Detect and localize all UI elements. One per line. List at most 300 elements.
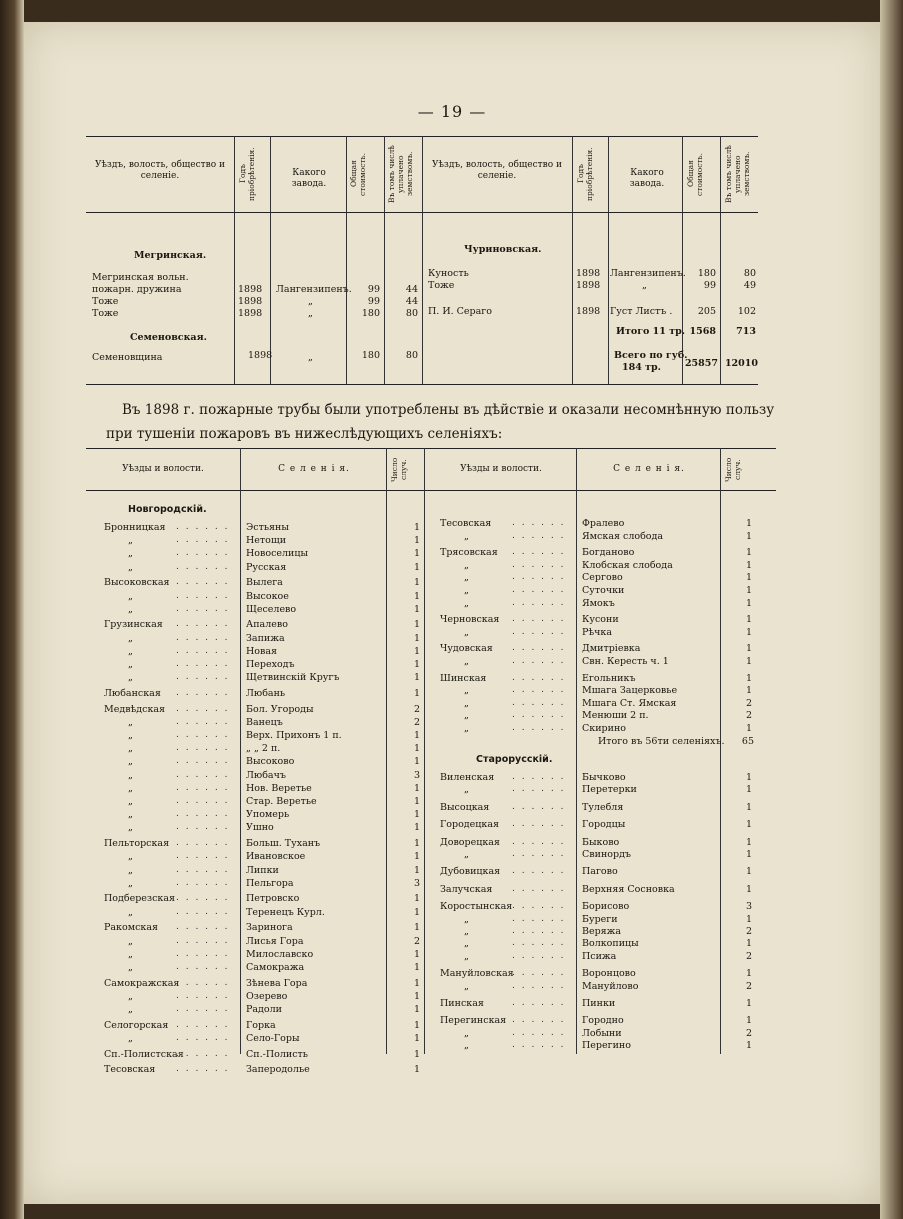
leader-dots: . . . . . . [512,980,566,991]
district-cell: „ [128,906,133,918]
district-cell: „ [128,877,133,889]
t1-header-factory: Какого завода. [291,168,327,189]
district-cell: Ракомская [104,922,159,934]
leader-dots: . . . . . . [176,977,230,988]
count-cell: 2 [745,710,752,722]
district-cell: „ [464,585,469,596]
district-cell: „ [464,980,469,992]
count-cell: 1 [413,893,420,905]
count-cell: 1 [413,948,420,960]
village-cell: Высоково [246,756,295,768]
district-cell: „ [128,769,133,781]
t1-total-zemstvo: 713 [736,326,756,337]
district-cell: „ [464,784,469,796]
leader-dots: . . . . . . [176,769,230,780]
village-cell: Перетерки [582,784,637,796]
district-cell: „ [128,672,133,684]
count-cell: 1 [413,977,420,989]
leader-dots: . . . . . . [176,864,230,875]
district-cell: „ [128,948,133,960]
t2-col-line [386,448,387,1054]
t2-col-line [720,448,721,1054]
district-cell: „ [128,822,133,834]
district-cell: „ [128,864,133,876]
count-cell: 1 [745,1040,752,1052]
t1-header-factory-r: Какого завода. [629,168,665,189]
village-cell: Клобская слобода [582,559,673,571]
t1-grand-total-zemstvo: 12010 [724,358,758,369]
table2-header-rule [86,490,776,491]
t1-grand-total-label: Всего по губ. [614,350,688,361]
leader-dots: . . . . . . [512,784,566,795]
district-cell: „ [464,938,469,950]
count-cell: 2 [413,935,420,947]
district-cell: Сп.-Полистская [104,1048,184,1060]
village-cell: Милославско [246,948,314,960]
village-cell: Стар. Веретье [246,796,317,807]
village-cell: Богданово [582,547,635,559]
leader-dots: . . . . . . [176,1004,230,1014]
count-cell: 1 [745,968,752,980]
t2-right-total-label: Итого въ 56ти селеніяхъ. [598,736,725,747]
village-cell: Село-Горы [246,1032,300,1044]
village-cell: Пагово [582,866,618,878]
page-number: — 19 — [417,102,487,121]
village-cell: Лобыни [582,1027,622,1039]
leader-dots: . . . . . . [512,1027,566,1038]
t1-row-factory: Лангензипенъ. [276,284,352,295]
village-cell: Новоселицы [246,548,309,560]
village-cell: Упомерь [246,809,290,821]
village-cell: Озерево [246,990,288,1002]
count-cell: 1 [413,687,420,699]
t1-group-title: Семеновская. [130,332,207,343]
t1-header-year-r: Годъ пріобрѣтенія. [576,147,594,201]
count-cell: 1 [745,772,752,783]
count-cell: 1 [413,535,420,547]
count-cell: 1 [745,614,752,626]
village-cell: Перегино [582,1040,631,1052]
count-cell: 1 [745,938,752,950]
t1-row-factory: „ [308,296,313,307]
leader-dots: . . . . . . [512,772,566,782]
district-cell: „ [128,961,133,973]
count-cell: 1 [745,547,752,559]
count-cell: 2 [745,980,752,992]
village-cell: Русская [246,561,287,573]
village-cell: Заринога [246,922,293,934]
leader-dots: . . . . . . [512,697,566,708]
village-cell: Лисья Гора [246,935,304,947]
t1-col-line [572,136,573,384]
village-cell: Сп.-Полисть [246,1048,308,1060]
t1-header-zemstvo: Въ томъ числѣ уплачено земствомъ. [387,145,414,203]
district-cell: „ [464,572,469,584]
leader-dots: . . . . . . [176,935,230,946]
t1-row-factory: Густ Листъ . [610,306,673,317]
village-cell: Ямокъ [582,597,615,609]
village-cell: Сергово [582,572,623,584]
count-cell: 1 [413,922,420,934]
leader-dots: . . . . . . [176,756,230,767]
intro-paragraph: Въ 1898 г. пожарные трубы были употреблены въ дѣйствіе и оказали несомнѣнную пользу при тушеніи пожаровъ въ нижеслѣдующихъ селеніяхъ: [106,402,775,442]
t1-row-year: 1898 [576,280,601,291]
count-cell: 1 [413,672,420,684]
count-cell: 1 [745,572,752,584]
village-cell: Высокое [246,590,289,602]
district-cell: Высоцкая [440,801,490,813]
leader-dots: . . . . . . [512,801,566,812]
village-cell: Щеселево [246,603,297,615]
village-cell: Запижа [246,632,285,644]
village-cell: Мшага Ст. Ямская [582,697,677,709]
village-cell: Егольникъ [582,672,636,684]
t1-col-line [608,136,609,384]
district-cell: „ [128,990,133,1002]
leader-dots: . . . . . . [512,926,566,936]
count-cell: 1 [745,530,752,542]
village-cell: Апалево [246,619,288,631]
district-cell: Перегинская [440,1015,507,1027]
count-cell: 1 [745,819,752,831]
district-cell: „ [464,710,469,722]
leader-dots: . . . . . . [512,597,566,608]
count-cell: 1 [413,619,420,631]
count-cell: 1 [413,659,420,670]
leader-dots: . . . . . . [176,782,230,793]
village-cell: Фралево [582,518,625,529]
count-cell: 1 [745,518,752,529]
district-cell: „ [128,935,133,947]
village-cell: Петровско [246,893,300,905]
village-cell: Буреги [582,913,618,925]
t1-row-name: Тоже [428,280,455,291]
village-cell: Зѣнева Гора [246,977,308,989]
leader-dots: . . . . . . [176,535,230,546]
district-cell: Дубовицкая [440,866,501,878]
count-cell: 1 [413,851,420,863]
leader-dots: . . . . . . [176,1019,230,1030]
leader-dots: . . . . . . [512,643,566,654]
leader-dots: . . . . . . [176,548,230,559]
district-cell: „ [464,950,469,962]
t1-header-cost-r: Общая стоимость. [686,152,704,196]
t1-row-zemstvo: 44 [405,284,418,295]
count-cell: 1 [745,626,752,638]
leader-dots: . . . . . . [176,1032,230,1043]
village-cell: Свн. Кересть ч. 1 [582,656,669,667]
village-cell: Пельгора [246,877,294,889]
count-cell: 1 [413,561,420,573]
district-cell: Шинская [440,672,487,684]
village-cell: Самокража [246,961,305,973]
leader-dots: . . . . . . [176,990,230,1001]
village-cell: Веряжа [582,926,622,937]
village-cell: Любань [246,687,286,699]
count-cell: 1 [413,1064,420,1076]
district-cell: „ [464,626,469,638]
t1-row-cost: 99 [367,296,380,307]
count-cell: 1 [413,1019,420,1031]
village-cell: Ванецъ [246,716,283,728]
district-cell: „ [128,561,133,573]
count-cell: 1 [745,685,752,697]
count-cell: 1 [413,782,420,794]
district-cell: Виленская [440,772,495,783]
leader-dots: . . . . . . [512,518,566,528]
district-cell: „ [128,796,133,807]
leader-dots: . . . . . . [512,656,566,666]
count-cell: 1 [413,809,420,821]
district-cell: Мануйловская [440,968,514,980]
leader-dots: . . . . . . [176,1048,230,1059]
district-cell: Коростынская [440,901,513,913]
t1-group-title: Мегринская. [134,250,207,261]
village-cell: Горка [246,1019,276,1031]
t1-group-title-r: Чуриновская. [464,244,542,255]
count-cell: 1 [413,796,420,807]
count-cell: 1 [745,866,752,878]
t2-header-district-r: Уѣзды и волости. [460,464,542,474]
count-cell: 1 [745,672,752,684]
count-cell: 1 [413,603,420,615]
leader-dots: . . . . . . [176,632,230,643]
district-cell: Тесовская [104,1064,156,1076]
leader-dots: . . . . . . [176,877,230,888]
leader-dots: . . . . . . [176,659,230,669]
t2-col-line [424,448,425,1054]
count-cell: 1 [413,756,420,768]
leader-dots: . . . . . . [176,922,230,933]
leader-dots: . . . . . . [176,645,230,656]
district-cell: „ [464,1027,469,1039]
leader-dots: . . . . . . [176,822,230,833]
book-spine [0,0,24,1219]
table1-bottom-rule [86,384,758,385]
t2-col-line [240,448,241,1054]
leader-dots: . . . . . . [176,809,230,820]
leader-dots: . . . . . . [512,559,566,570]
village-cell: Липки [246,864,279,876]
district-cell: „ [464,1040,469,1052]
district-cell: „ [128,756,133,768]
leader-dots: . . . . . . [176,703,230,714]
t1-col-line [270,136,271,384]
leader-dots: . . . . . . [176,522,230,532]
leader-dots: . . . . . . [512,950,566,961]
district-cell: „ [464,849,469,860]
leader-dots: . . . . . . [176,603,230,614]
count-cell: 1 [413,632,420,644]
leader-dots: . . . . . . [176,796,230,806]
district-cell: „ [128,535,133,547]
district-cell: „ [128,743,133,755]
village-cell: Волкопицы [582,938,639,950]
count-cell: 1 [413,1048,420,1060]
count-cell: 1 [745,585,752,596]
count-cell: 3 [413,769,420,781]
leader-dots: . . . . . . [176,743,230,754]
t1-row-name: Тоже [92,296,119,307]
village-cell: Бол. Угороды [246,703,314,715]
leader-dots: . . . . . . [176,577,230,588]
t1-col-line [384,136,385,384]
count-cell: 1 [413,590,420,602]
count-cell: 1 [413,1032,420,1044]
count-cell: 2 [745,697,752,709]
village-cell: Мшага Зацерковье [582,685,678,697]
district-cell: „ [464,913,469,925]
t1-row-name: Тоже [92,308,119,319]
count-cell: 3 [745,901,752,913]
count-cell: 1 [413,522,420,533]
leader-dots: . . . . . . [512,938,566,949]
count-cell: 1 [413,838,420,850]
t1-row-factory: „ [642,280,647,291]
t1-col-line [422,136,423,384]
village-cell: Верхняя Сосновка [582,883,675,895]
count-cell: 1 [413,743,420,755]
count-cell: 1 [413,730,420,741]
district-cell: Грузинская [104,619,163,631]
district-cell: Селогорская [104,1019,169,1031]
count-cell: 1 [413,548,420,560]
district-cell: Бронницкая [104,522,166,533]
t1-row-factory: Лангензипенъ. [610,268,686,279]
t1-row-zemstvo: 80 [405,350,418,361]
t2-right-title2: Старорусскій. [476,754,553,765]
district-cell: Чудовская [440,643,493,655]
count-cell: 1 [745,1015,752,1027]
district-cell: „ [128,603,133,615]
district-cell: Пельторская [104,838,170,850]
t1-row-factory: „ [308,352,313,363]
district-cell: „ [464,685,469,697]
leader-dots: . . . . . . [512,685,566,696]
t1-row-cost: 99 [703,280,716,291]
leader-dots: . . . . . . [176,590,230,601]
t1-row-year: 1898 [576,268,601,279]
count-cell: 1 [745,784,752,796]
t1-row-year: 1898 [238,284,263,295]
village-cell: Щетвинскій Кругъ [246,672,340,684]
t1-col-line [234,136,235,384]
count-cell: 1 [413,1004,420,1015]
leader-dots: . . . . . . [512,836,566,847]
count-cell: 1 [413,822,420,834]
district-cell: Медвѣдская [104,703,166,715]
district-cell: „ [464,926,469,937]
leader-dots: . . . . . . [512,530,566,541]
count-cell: 3 [413,877,420,889]
district-cell: Черновская [440,614,500,626]
t2-header-village: С е л е н і я. [278,464,350,474]
leader-dots: . . . . . . [176,961,230,972]
village-cell: Городцы [582,819,626,831]
t2-header-count-r: Число случ. [724,457,742,483]
count-cell: 1 [745,849,752,860]
district-cell: „ [128,632,133,644]
t1-row-cost: 99 [367,284,380,295]
leader-dots: . . . . . . [176,687,230,698]
count-cell: 1 [745,998,752,1009]
count-cell: 2 [745,926,752,937]
village-cell: Больш. Туханъ [246,838,321,850]
count-cell: 1 [745,913,752,925]
leader-dots: . . . . . . [176,838,230,849]
village-cell: Кусони [582,614,619,626]
count-cell: 2 [745,1027,752,1039]
leader-dots: . . . . . . [512,614,566,625]
district-cell: Любанская [104,687,161,699]
t2-col-line [576,448,577,1054]
leader-dots: . . . . . . [512,626,566,637]
t1-row-cost: 180 [361,350,380,361]
count-cell: 1 [745,801,752,813]
leader-dots: . . . . . . [176,730,230,740]
t1-row-zemstvo: 80 [743,268,756,279]
district-cell: Пинская [440,998,484,1009]
table2-top-rule [86,448,776,449]
t1-row-year: 1898 [238,308,263,319]
district-cell: „ [128,1032,133,1044]
t1-header-year: Годъ пріобрѣтенія. [238,147,256,201]
t2-header-village-r: С е л е н і я. [613,464,685,474]
leader-dots: . . . . . . [512,547,566,558]
district-cell: „ [464,559,469,571]
leader-dots: . . . . . . [176,716,230,727]
t1-col-line [682,136,683,384]
village-cell: Верх. Прихонъ 1 п. [246,730,342,741]
count-cell: 1 [413,990,420,1002]
village-cell: Ушно [246,822,274,834]
count-cell: 1 [745,643,752,655]
village-cell: Рѣчка [582,626,613,638]
village-cell: Бычково [582,772,626,783]
village-cell: Дмитріевка [582,643,641,655]
t1-col-line [346,136,347,384]
t1-grand-total-label-b: 184 тр. [622,362,661,373]
document-page [24,22,880,1204]
village-cell: Тулебля [582,801,624,813]
village-cell: Новая [246,645,278,657]
t2-left-title: Новгородскій. [128,504,207,515]
leader-dots: . . . . . . [512,913,566,924]
t1-row-name: Куность [428,268,469,279]
district-cell: „ [464,723,469,734]
village-cell: Ямская слобода [582,530,664,542]
village-cell: Борисово [582,901,630,913]
count-cell: 1 [413,906,420,918]
district-cell: „ [128,659,133,670]
leader-dots: . . . . . . [512,849,566,859]
t1-row-cost: 205 [697,306,716,317]
district-cell: „ [464,697,469,709]
t1-row-name: Мегринская вольн. пожарн. дружина [92,272,189,295]
leader-dots: . . . . . . [512,572,566,583]
village-cell: Эстьяны [246,522,289,533]
t1-total-label: Итого 11 тр. [616,326,686,337]
leader-dots: . . . . . . [176,893,230,904]
district-cell: „ [464,656,469,667]
district-cell: Трясовская [440,547,498,559]
count-cell: 1 [745,597,752,609]
count-cell: 2 [413,703,420,715]
t1-row-year: 1898 [248,350,273,361]
district-cell: „ [128,782,133,794]
t2-header-district: Уѣзды и волости. [122,464,204,474]
t2-header-count: Число случ. [390,457,408,483]
